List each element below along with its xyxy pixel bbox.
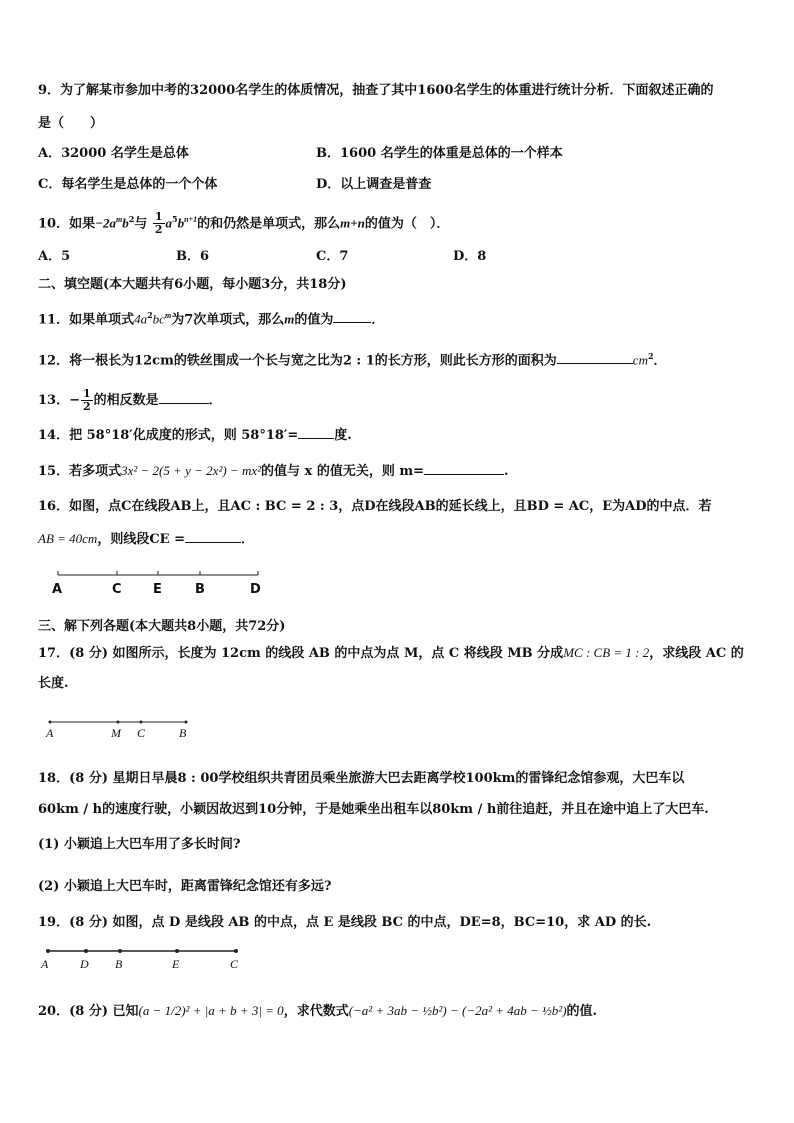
q20-stem: 20．(8 分) 已知(a − 1/2)² + |a + b + 3| = 0，求代数式(−a² + 3ab − ½b²) − (−2a² + 4ab − ½b²)的值. — [38, 1003, 598, 1019]
q12-stem: 12．将一根长为12cm的铁丝围成一个长与宽之比为2 : 1的长方形，则此长方形的面积为 $cm^2$． — [38, 351, 667, 369]
q18-line2: 60km / h的速度行驶，小颖因故迟到10分钟，于是她乘坐出租车以80km / h前往追赶，并且在途中追上了大巴车. — [38, 802, 709, 817]
q17-point-m — [117, 721, 120, 724]
q10-option-d: D．8 — [453, 249, 487, 264]
q19-segment-figure — [44, 946, 244, 956]
q17-label-b: B — [179, 726, 187, 740]
q17-point-c — [140, 721, 143, 724]
q17-label-m: M — [111, 726, 121, 740]
q19-label-a: A — [41, 957, 49, 971]
q16-line2: AB = 40cm，则线段CE = ． — [38, 531, 255, 547]
q16-label-e: E — [153, 582, 162, 597]
q10-option-a: A．5 — [38, 249, 71, 264]
q9-option-d: D．以上调查是普查 — [316, 177, 432, 192]
q18-line1: 18．(8 分) 星期日早晨8 : 00学校组织共青团员乘坐旅游大巴去距离学校100km的雷锋纪念馆参观，大巴车以 — [38, 771, 685, 786]
q19-point-c — [234, 949, 238, 953]
q16-label-b: B — [195, 582, 205, 597]
q10-stem: 10．如果$-2a^mb^2$与 $\frac{1}{2}$ $a^5b^{n+1}$的和仍然是单项式，那么m+n的值为（ ）． — [38, 210, 450, 237]
q20-target-expr: (−a² + 3ab − ½b²) − (−2a² + 4ab − ½b²) — [348, 1003, 567, 1018]
q11-answer-blank[interactable] — [333, 310, 371, 323]
q16-segment-figure — [50, 566, 270, 580]
q17-line2: 长度. — [38, 676, 69, 691]
q17-label-a: A — [46, 726, 54, 740]
q9-option-b: B．1600 名学生的体重是总体的一个样本 — [316, 146, 563, 161]
q19-label-b: B — [115, 957, 123, 971]
q14-stem: 14．把 58°18′化成度的形式，则 58°18′= 度. — [38, 428, 352, 443]
q15-answer-blank[interactable] — [424, 462, 504, 475]
q19-stem: 19．(8 分) 如图，点 D 是线段 AB 的中点，点 E 是线段 BC 的中点，DE=8，BC=10，求 AD 的长. — [38, 915, 652, 930]
q13-answer-blank[interactable] — [159, 391, 209, 404]
q11-stem: 11．如果单项式$4a^2bc^m$为7次单项式，那么m的值为 ． — [38, 310, 385, 328]
section-3-heading: 三、解下列各题(本大题共8小题，共72分) — [38, 619, 286, 634]
q16-line1: 16．如图，点C在线段AB上，且AC : BC = 2 : 3，点D在线段AB的延长线上，且BD = AC，E为AD的中点．若 — [38, 499, 712, 514]
q19-label-d: D — [80, 957, 89, 971]
q16-label-c: C — [112, 582, 122, 597]
q13-fraction: $\frac{1}{2}$ — [83, 387, 91, 413]
q9-line2: 是（ ） — [38, 116, 104, 131]
q17-segment-figure — [46, 716, 196, 726]
q17-label-c: C — [137, 726, 146, 740]
q12-answer-blank[interactable] — [557, 351, 633, 364]
q16-answer-blank[interactable] — [185, 530, 241, 543]
q9-line1: 9．为了解某市参加中考的32000名学生的体质情况，抽查了其中1600名学生的体重进行统计分析．下面叙述正确的 — [38, 83, 714, 98]
q10-option-b: B．6 — [176, 249, 210, 264]
q17-point-b — [185, 721, 188, 724]
q10-fraction: $\frac{1}{2}$ — [154, 210, 163, 237]
q9-option-c: C．每名学生是总体的一个个体 — [38, 177, 218, 192]
q16-label-d: D — [250, 582, 261, 597]
q19-point-b — [118, 949, 122, 953]
q15-stem: 15．若多项式3x² − 2(5 + y − 2x²) − mx²的值与 x 的值无关，则 m= . — [38, 463, 509, 479]
q17-line1: 17．(8 分) 如图所示，长度为 12cm 的线段 AB 的中点为点 M，点 C 将线段 MB 分成MC : CB = 1 : 2，求线段 AC 的 — [38, 645, 744, 661]
section-2-heading: 二、填空题(本大题共有6小题，每小题3分，共18分) — [38, 277, 347, 292]
q13-stem: 13．− $\frac{1}{2}$ 的相反数是 ． — [38, 387, 222, 413]
q14-answer-blank[interactable] — [298, 426, 334, 439]
q19-label-c: C — [230, 957, 239, 971]
q20-condition-expr: (a − 1/2)² + |a + b + 3| = 0 — [138, 1003, 284, 1018]
q15-polynomial: 3x² − 2(5 + y − 2x²) − mx² — [121, 463, 262, 478]
q17-point-a — [49, 721, 52, 724]
q18-sub1: (1) 小颖追上大巴车用了多长时间? — [38, 837, 241, 852]
q9-option-a: A．32000 名学生是总体 — [38, 146, 189, 161]
q19-label-e: E — [172, 957, 180, 971]
q18-sub2: (2) 小颖追上大巴车时，距离雷锋纪念馆还有多远? — [38, 879, 332, 894]
q19-point-e — [175, 949, 179, 953]
q19-point-d — [84, 949, 88, 953]
q19-point-a — [46, 949, 50, 953]
q16-label-a: A — [52, 582, 63, 597]
q10-option-c: C．7 — [316, 249, 349, 264]
